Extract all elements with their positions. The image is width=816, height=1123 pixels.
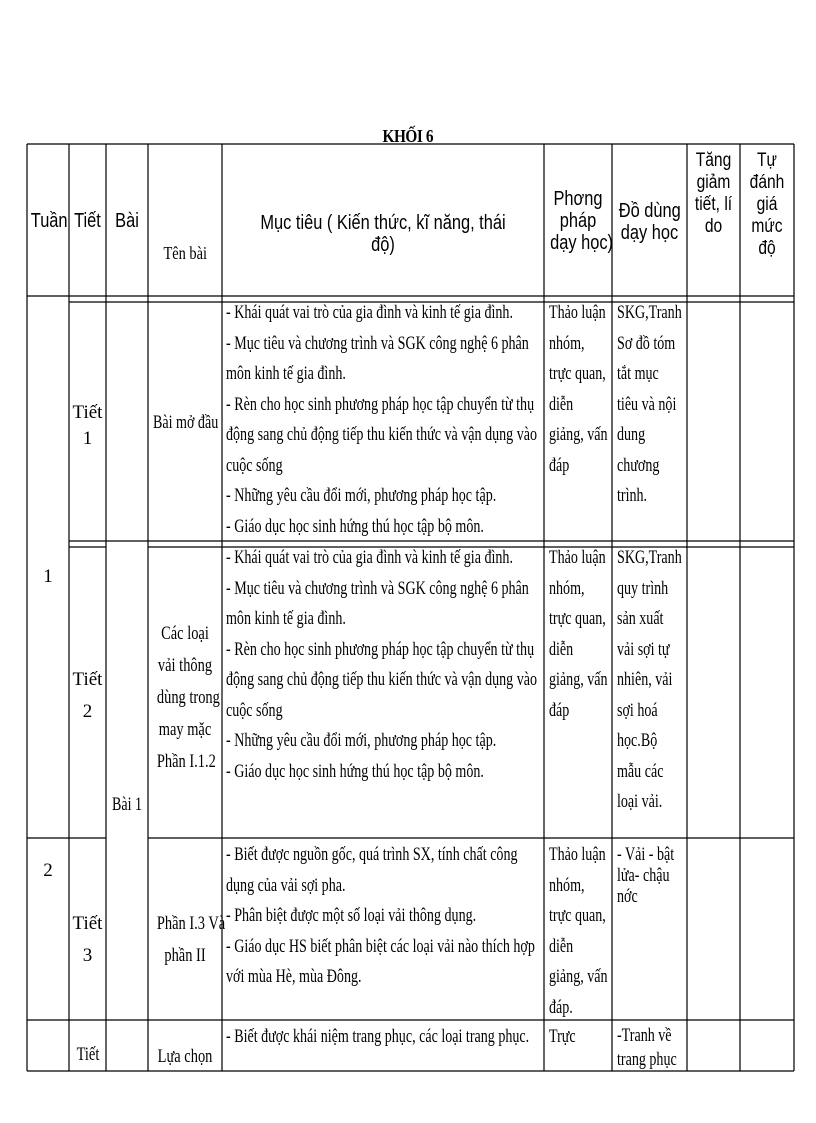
- row2-muc-tieu: - Khái quát vai trò của gia đình và kinh tế gia đình. - Mục tiêu và chương trình và SGK công nghệ 6 phân môn kinh tế gia đình. - Rèn cho học sinh phương pháp học tập chuyển từ thụ động sang chủ động tiếp thu kiến thức và vận dụng vào cuộc sống - Những yêu cầu đổi mới, phương pháp học tập. - Giáo dục học sinh hứng thú học tập bộ môn.: [226, 547, 538, 782]
- header-do-dung: Đồ dùng dạy học: [618, 200, 681, 244]
- row4-muc-tieu: - Biết được khái niệm trang phục, các loại trang phục.: [226, 1026, 530, 1047]
- header-muc-tieu: Mục tiêu ( Kiến thức, kĩ năng, thái độ): [260, 212, 506, 256]
- header-tu-danh-gia: Tự đánh giá mức độ: [749, 150, 785, 259]
- row3-do-dung: - Vải - bật lửa- chậu nớc: [617, 844, 675, 907]
- row4-do-dung: -Tranh về trang phục: [617, 1025, 677, 1070]
- row3-phuong-phap: Thảo luận nhóm, trực quan, diễn giảng, vấn đáp.: [549, 844, 608, 1018]
- row2-ten-bai: Các loại vải thông dùng trong may mặc Phần I.1.2: [156, 623, 220, 772]
- row3-tiet: Tiết 3: [72, 913, 103, 966]
- header-bai: Bài: [115, 210, 139, 232]
- row1-muc-tieu: - Khái quát vai trò của gia đình và kinh tế gia đình. - Mục tiêu và chương trình và SGK công nghệ 6 phân môn kinh tế gia đình. - Rèn cho học sinh phương pháp học tập chuyển từ thụ động sang chủ động tiếp thu kiến thức và vận dụng vào cuộc sống - Những yêu cầu đổi mới, phương pháp học tập. - Giáo dục học sinh hứng thú học tập bộ môn.: [226, 302, 538, 537]
- row1-tiet: Tiết 1: [72, 402, 103, 449]
- header-tang-giam: Tăng giảm tiết, lí do: [694, 150, 733, 237]
- row4-ten-bai: Lựa chọn: [157, 1046, 213, 1067]
- header-ten-bai: Tên bài: [163, 243, 207, 263]
- row3-ten-bai: Phần I.3 Và phần II: [156, 913, 226, 966]
- row2-tiet: Tiết 2: [72, 669, 103, 722]
- header-tiet: Tiết: [74, 210, 101, 232]
- row1-do-dung: SKG,Tranh Sơ đồ tóm tắt mục tiêu và nội dung chương trình.: [617, 302, 682, 506]
- row3-tuan: 2: [43, 860, 53, 881]
- page-title: KHỐI 6: [382, 126, 434, 146]
- row1-ten-bai: Bài mở đầu: [153, 412, 219, 433]
- row3-muc-tieu: - Biết được nguồn gốc, quá trình SX, tính chất công dụng của vải sợi pha. - Phân biệt được một số loại vải thông dụng. - Giáo dục HS biết phân biệt các loại vải nào thích hợp với mùa Hè, mùa Đông.: [226, 844, 535, 987]
- row4-tiet: Tiết: [76, 1044, 99, 1065]
- row2-bai: Bài 1: [112, 794, 143, 815]
- header-tuan: Tuần: [30, 210, 68, 232]
- row2-phuong-phap: Thảo luận nhóm, trực quan, diễn giảng, vấn đáp: [549, 547, 608, 721]
- row1-phuong-phap: Thảo luận nhóm, trực quan, diễn giảng, vấn đáp: [549, 302, 608, 476]
- header-phuong-phap: Phơng pháp dạy học): [550, 188, 614, 254]
- row4-phuong-phap: Trực: [549, 1026, 576, 1047]
- row1-tuan: 1: [43, 566, 53, 587]
- row2-do-dung: SKG,Tranh quy trình sản xuất vải sợi tự nhiên, vải sợi hoá học.Bộ mẫu các loại vải.: [617, 547, 682, 812]
